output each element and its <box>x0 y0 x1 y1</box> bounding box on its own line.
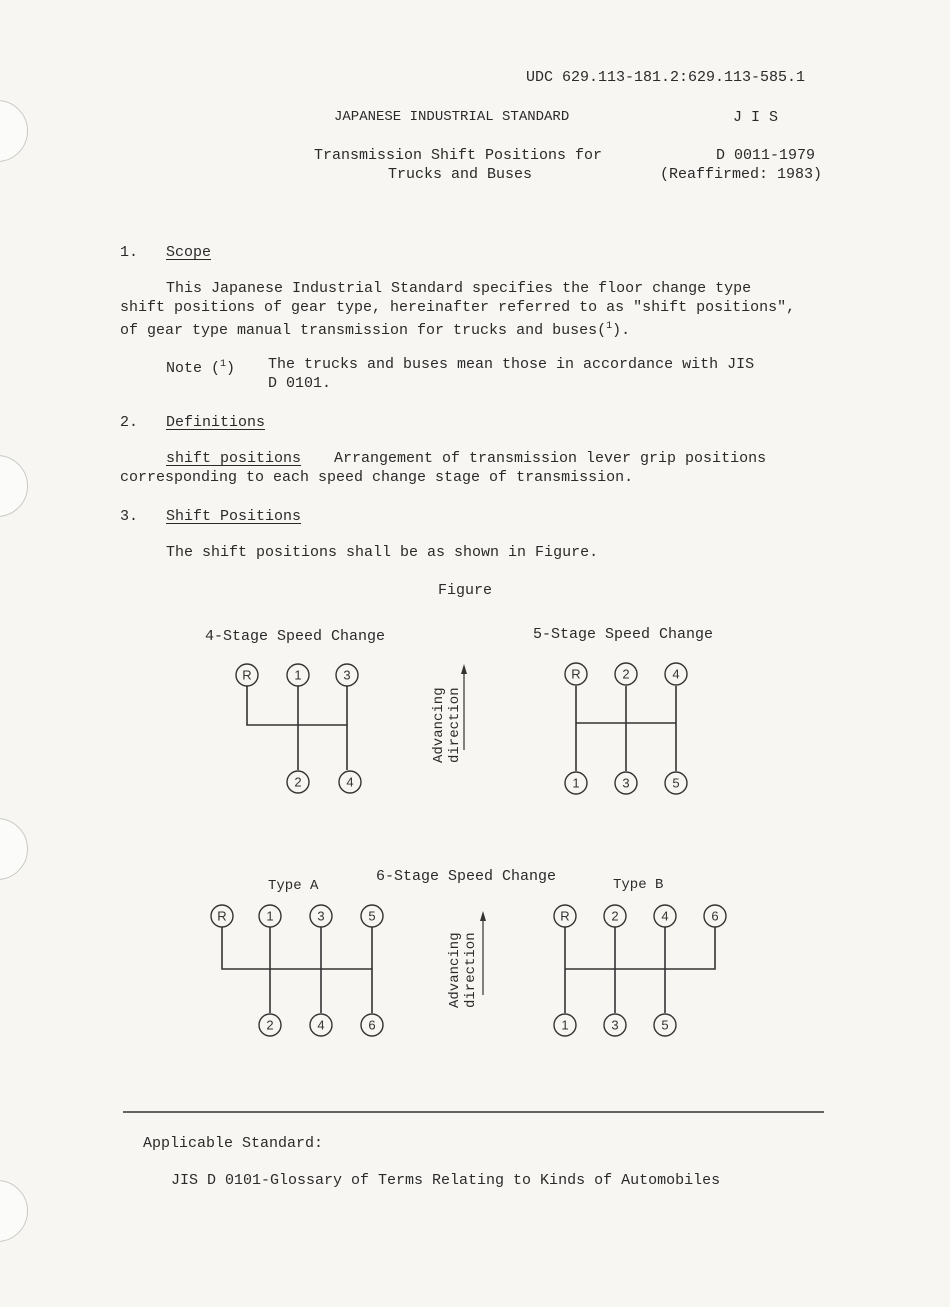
advancing-label: Advancing <box>447 932 463 1008</box>
svg-text:4: 4 <box>346 774 354 790</box>
six-stage-title: 6-Stage Speed Change <box>376 868 557 885</box>
definition-line2: corresponding to each speed change stage of transmission. <box>120 469 634 486</box>
five-stage-diagram <box>565 663 687 794</box>
gear-3 <box>336 664 358 686</box>
gear-3 <box>310 905 332 927</box>
svg-text:5: 5 <box>368 908 376 924</box>
advancing-label: Advancing <box>431 687 447 763</box>
gear-4 <box>665 663 687 685</box>
four-stage-diagram <box>236 664 361 793</box>
gear-5 <box>654 1014 676 1036</box>
direction-label: direction <box>463 932 479 1008</box>
svg-text:2: 2 <box>294 774 302 790</box>
four-stage-title: 4-Stage Speed Change <box>205 628 386 645</box>
gear-3 <box>604 1014 626 1036</box>
svg-text:4: 4 <box>672 666 680 682</box>
gear-2 <box>259 1014 281 1036</box>
gear-5 <box>361 905 383 927</box>
gear-R <box>236 664 258 686</box>
gear-R <box>565 663 587 685</box>
svg-text:R: R <box>242 667 252 683</box>
section-1-heading: Scope <box>166 244 212 261</box>
arrow-up-icon <box>461 664 467 674</box>
section-2-number: 2. <box>120 414 139 431</box>
definition-line1: Arrangement of transmission lever grip positions <box>334 450 767 467</box>
svg-text:6: 6 <box>368 1017 376 1033</box>
note-line2: D 0101. <box>268 375 332 392</box>
svg-text:1: 1 <box>294 667 302 683</box>
svg-text:R: R <box>217 908 227 924</box>
standard-name: JAPANESE INDUSTRIAL STANDARD <box>334 109 570 125</box>
svg-text:6: 6 <box>711 908 719 924</box>
six-stage-type-a-diagram <box>211 905 383 1036</box>
type-b-label: Type B <box>613 877 664 893</box>
gear-1 <box>565 772 587 794</box>
reaffirmed: (Reaffirmed: 1983) <box>660 166 823 183</box>
scope-line3: of gear type manual transmission for trucks and buses($^1$). <box>120 321 631 339</box>
jis-mark: J I S <box>733 109 779 126</box>
shift-text: The shift positions shall be as shown in Figure. <box>166 544 599 561</box>
arrow-up-icon <box>480 911 486 921</box>
applicable-standard-reference: JIS D 0101-Glossary of Terms Relating to Kinds of Automobiles <box>171 1172 721 1189</box>
applicable-standard-label: Applicable Standard: <box>143 1135 324 1152</box>
gear-R <box>554 905 576 927</box>
gear-1 <box>259 905 281 927</box>
svg-text:4: 4 <box>661 908 669 924</box>
svg-text:1: 1 <box>572 775 580 791</box>
svg-text:3: 3 <box>622 775 630 791</box>
gear-3 <box>615 772 637 794</box>
gear-2 <box>615 663 637 685</box>
title-line2: Trucks and Buses <box>388 166 533 183</box>
five-stage-title: 5-Stage Speed Change <box>533 626 714 643</box>
scope-line2: shift positions of gear type, hereinafter referred to as "shift positions", <box>120 299 796 316</box>
gear-1 <box>554 1014 576 1036</box>
note-line1: The trucks and buses mean those in accordance with JIS <box>268 356 755 373</box>
gear-4 <box>339 771 361 793</box>
doc-number: D 0011-1979 <box>716 147 816 164</box>
section-3-heading: Shift Positions <box>166 508 302 525</box>
svg-text:3: 3 <box>343 667 351 683</box>
section-2-heading: Definitions <box>166 414 266 431</box>
gear-6 <box>704 905 726 927</box>
svg-text:2: 2 <box>266 1017 274 1033</box>
gear-2 <box>287 771 309 793</box>
svg-text:5: 5 <box>661 1017 669 1033</box>
udc-code: UDC 629.113-181.2:629.113-585.1 <box>526 69 806 86</box>
svg-text:5: 5 <box>672 775 680 791</box>
svg-text:1: 1 <box>561 1017 569 1033</box>
direction-label: direction <box>447 687 463 763</box>
gear-6 <box>361 1014 383 1036</box>
gear-5 <box>665 772 687 794</box>
svg-text:2: 2 <box>611 908 619 924</box>
svg-text:3: 3 <box>317 908 325 924</box>
svg-text:1: 1 <box>266 908 274 924</box>
advancing-direction-bottom <box>447 911 486 1008</box>
section-1-number: 1. <box>120 244 139 261</box>
svg-text:3: 3 <box>611 1017 619 1033</box>
type-a-label: Type A <box>268 878 319 894</box>
svg-text:R: R <box>560 908 570 924</box>
title-line1: Transmission Shift Positions for <box>314 147 603 164</box>
scope-line1: This Japanese Industrial Standard specifies the floor change type <box>166 280 752 297</box>
svg-text:R: R <box>571 666 581 682</box>
six-stage-type-b-diagram <box>554 905 726 1036</box>
gear-R <box>211 905 233 927</box>
note-label: Note ($^1$) <box>166 359 236 377</box>
section-3-number: 3. <box>120 508 139 525</box>
gear-4 <box>654 905 676 927</box>
svg-text:4: 4 <box>317 1017 325 1033</box>
gear-2 <box>604 905 626 927</box>
gear-1 <box>287 664 309 686</box>
gear-4 <box>310 1014 332 1036</box>
figure-caption: Figure <box>438 582 493 599</box>
definition-term: shift positions <box>166 450 302 467</box>
svg-text:2: 2 <box>622 666 630 682</box>
advancing-direction-top <box>431 664 467 763</box>
